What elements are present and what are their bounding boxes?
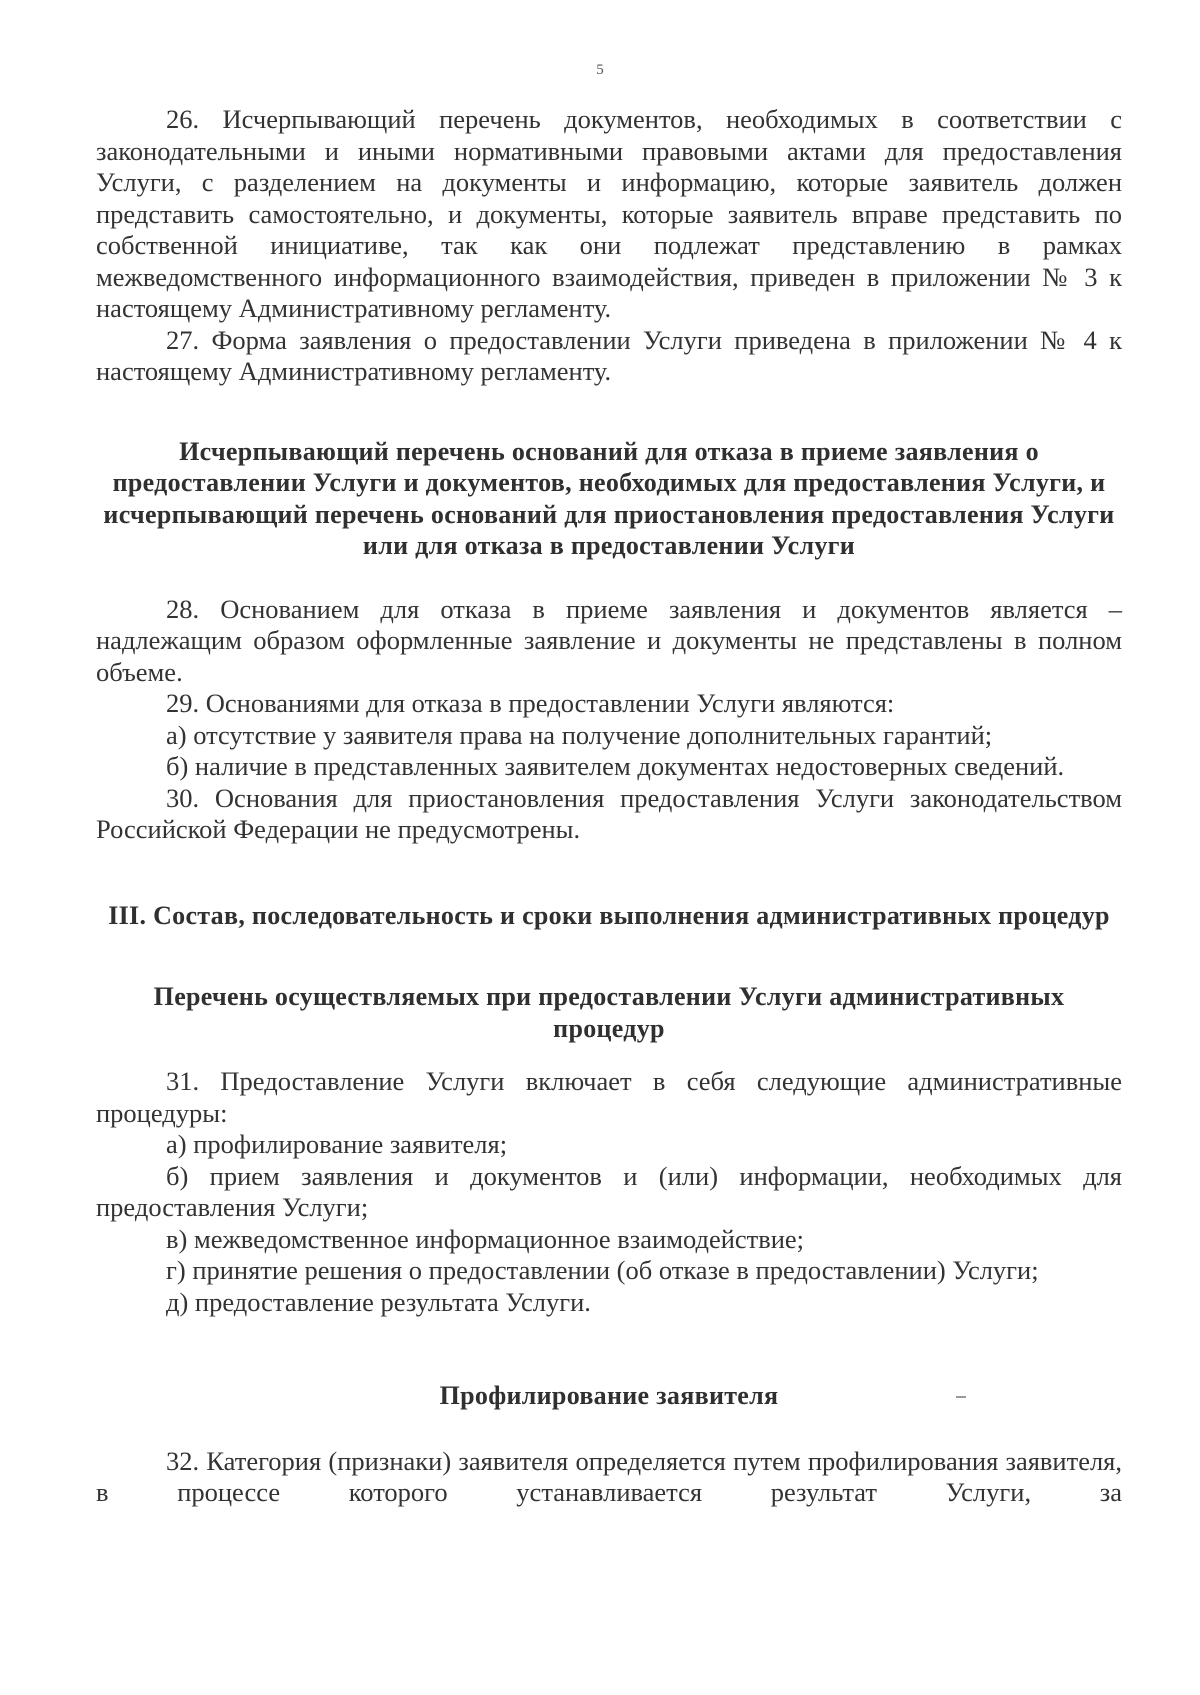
paragraph-31: 31. Предоставление Услуги включает в себя следующие административные процедуры: (96, 1066, 1122, 1128)
paragraph-31a: а) профилирование заявителя; (166, 1129, 508, 1159)
heading-profiling: Профилирование заявителя (439, 1381, 779, 1410)
paragraph-27: 27. Форма заявления о предоставлении Услуги приведена в приложении № 4 к настоящему Административному регламенту. (96, 324, 1122, 386)
paragraph-29: 29. Основаниями для отказа в предоставлении Услуги являются: (166, 688, 895, 718)
paragraph-29a: а) отсутствие у заявителя права на получение дополнительных гарантий; (166, 719, 993, 750)
paragraph-26: 26. Исчерпывающий перечень документов, необходимых в соответствии с законодательными и иными нормативными правовыми актами для предоставления Услуги, с разделением на документы и информацию, которые заявитель должен представить самостоятельно, и документы, которые заявитель вправе представить по собственной инициативе, так как они подлежат представлению в рамках межведомственного информационного взаимодействия, приведен в приложении № 3 к настоящему Административному регламенту. (96, 104, 1122, 323)
heading-refusal-grounds: Исчерпывающий перечень оснований для отказа в приеме заявления о предоставлении Услуги и документов, необходимых для предоставления Услуги, и исчерпывающий перечень оснований для приостановления предоставления Услуги или для отказа в предоставлении Услуги (103, 436, 1115, 560)
paragraph-31d: г) принятие решения о предоставлении (об отказе в предоставлении) Услуги; (166, 1255, 1039, 1285)
paragraph-31e: д) предоставление результата Услуги. (166, 1286, 591, 1317)
document-body (96, 104, 1122, 1509)
paragraph-31c: в) межведомственное информационное взаимодействие; (166, 1223, 805, 1254)
paragraph-28: 28. Основанием для отказа в приеме заявления и документов является – надлежащим образом оформленные заявление и документы не представлены в полном объеме. (96, 593, 1122, 687)
paragraph-32: 32. Категория (признаки) заявителя определяется путем профилирования заявителя, в процессе которого устанавливается результат Услуги, за (96, 1445, 1122, 1507)
scan-mark (956, 1396, 966, 1398)
heading-procedures-list: Перечень осуществляемых при предоставлении Услуги административных процедур (153, 982, 1065, 1043)
heading-section-3: III. Состав, последовательность и сроки выполнения административных процедур (108, 900, 1110, 930)
paragraph-30: 30. Основания для приостановления предоставления Услуги законодательством Российской Федерации не предусмотрены. (96, 782, 1122, 844)
paragraph-31b: б) прием заявления и документов и (или) информации, необходимых для предоставления Услуги; (96, 1160, 1122, 1222)
paragraph-29b: б) наличие в представленных заявителем документах недостоверных сведений. (166, 751, 1065, 781)
page-number: 5 (596, 62, 604, 78)
